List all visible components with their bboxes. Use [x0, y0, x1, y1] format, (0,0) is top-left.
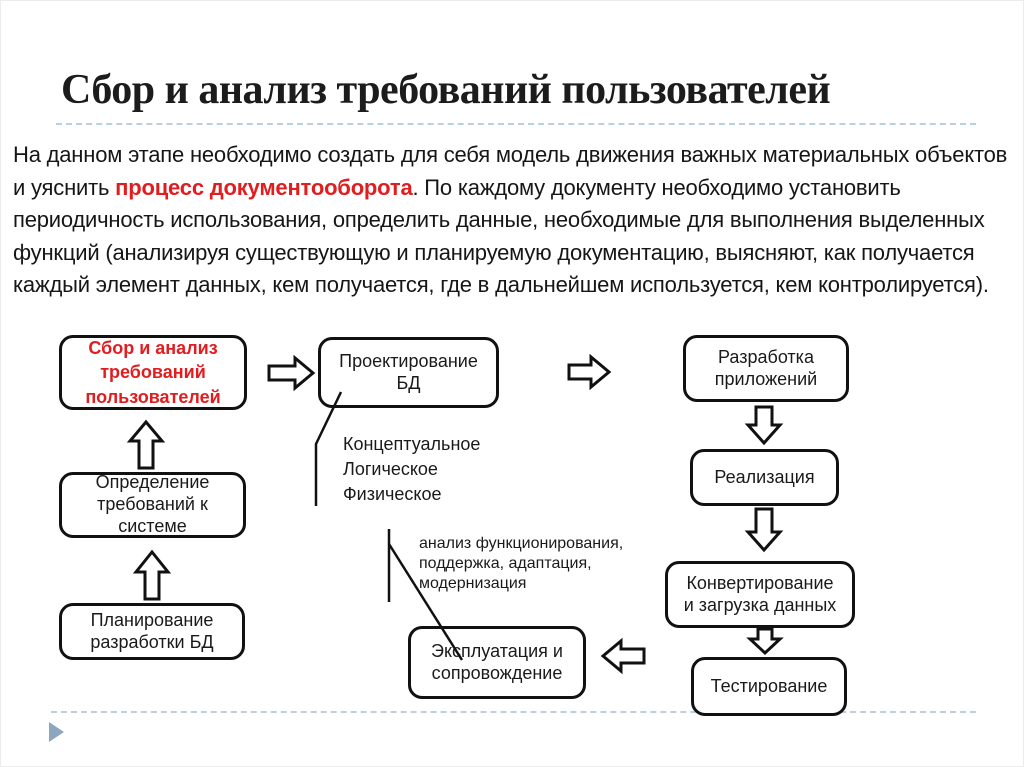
flow-box-operation-maintenance [408, 626, 586, 699]
flow-box-line: приложений [714, 368, 818, 389]
flow-box-line: БД [396, 372, 421, 393]
flow-box-design-db [318, 337, 499, 408]
title-divider [56, 123, 976, 125]
flow-box-plan-db [59, 603, 245, 660]
intro-text-before: На данном этапе необходимо создать для себя модель движения важных материальных объектов и уяснить [13, 142, 1008, 200]
arrow-down-icon [748, 509, 780, 550]
flow-box-app-development [683, 335, 849, 402]
flow-box-line: Планирование [90, 609, 214, 630]
flow-box-line: Конвертирование [686, 572, 834, 593]
arrow-left-icon [603, 641, 644, 671]
annotation-line: Концептуальное [343, 434, 481, 454]
annotation-line: модернизация [419, 575, 527, 592]
arrow-right-icon [269, 358, 313, 388]
flow-box-line: и загрузка данных [683, 594, 837, 615]
flow-box-line: пользователей [85, 386, 221, 407]
arrow-down-icon [748, 407, 780, 443]
flow-box-convert-load-data [665, 561, 855, 628]
arrow-down-icon [750, 629, 780, 653]
intro-text-after: . По каждому документу необходимо установить периодичность использования, определить данные, необходимые для выполнения выделенных функций (анализируя существующую и планируемую документацию, выясняют, как получается каждый элемент данных, кем получается, где в дальнейшем используется, кем контролируется). [13, 174, 989, 297]
arrow-up-icon [136, 552, 168, 599]
flow-box-line: системе [118, 515, 187, 536]
flow-box-line: требований [100, 362, 206, 383]
arrow-up-icon [130, 422, 162, 468]
annotation-line: анализ функционирования, [419, 535, 624, 552]
flow-box-implementation [690, 449, 839, 506]
flow-box-line: Разработка [718, 346, 814, 367]
flow-box-collect-requirements [59, 335, 247, 410]
annotation-design-levels [343, 432, 480, 507]
annotation-line: поддержка, адаптация, [419, 555, 592, 572]
flow-box-line: Реализация [714, 466, 815, 487]
flow-box-line: сопровождение [431, 662, 563, 683]
flow-box-define-requirements [59, 472, 246, 538]
flow-box-line: Эксплуатация и [431, 640, 563, 661]
flow-box-line: Определение [95, 472, 210, 493]
highlight-text: процесс документооборота [115, 174, 413, 200]
annotation-operation-notes [419, 534, 623, 594]
footer-marker-icon [49, 722, 64, 742]
callout-line-design-levels [316, 392, 341, 506]
annotation-line: Логическое [343, 459, 438, 479]
flow-box-testing [691, 657, 847, 716]
annotation-line: Физическое [343, 484, 442, 504]
arrow-right-icon [569, 357, 609, 387]
flow-box-line: Тестирование [710, 675, 828, 696]
flow-box-line: разработки БД [90, 631, 214, 652]
intro-paragraph [13, 139, 1015, 302]
flow-box-line: требований к [97, 494, 208, 515]
flow-box-line: Сбор и анализ [88, 338, 218, 359]
slide-title: Сбор и анализ требований пользователей [61, 67, 831, 113]
flow-box-line: Проектирование [339, 350, 478, 371]
